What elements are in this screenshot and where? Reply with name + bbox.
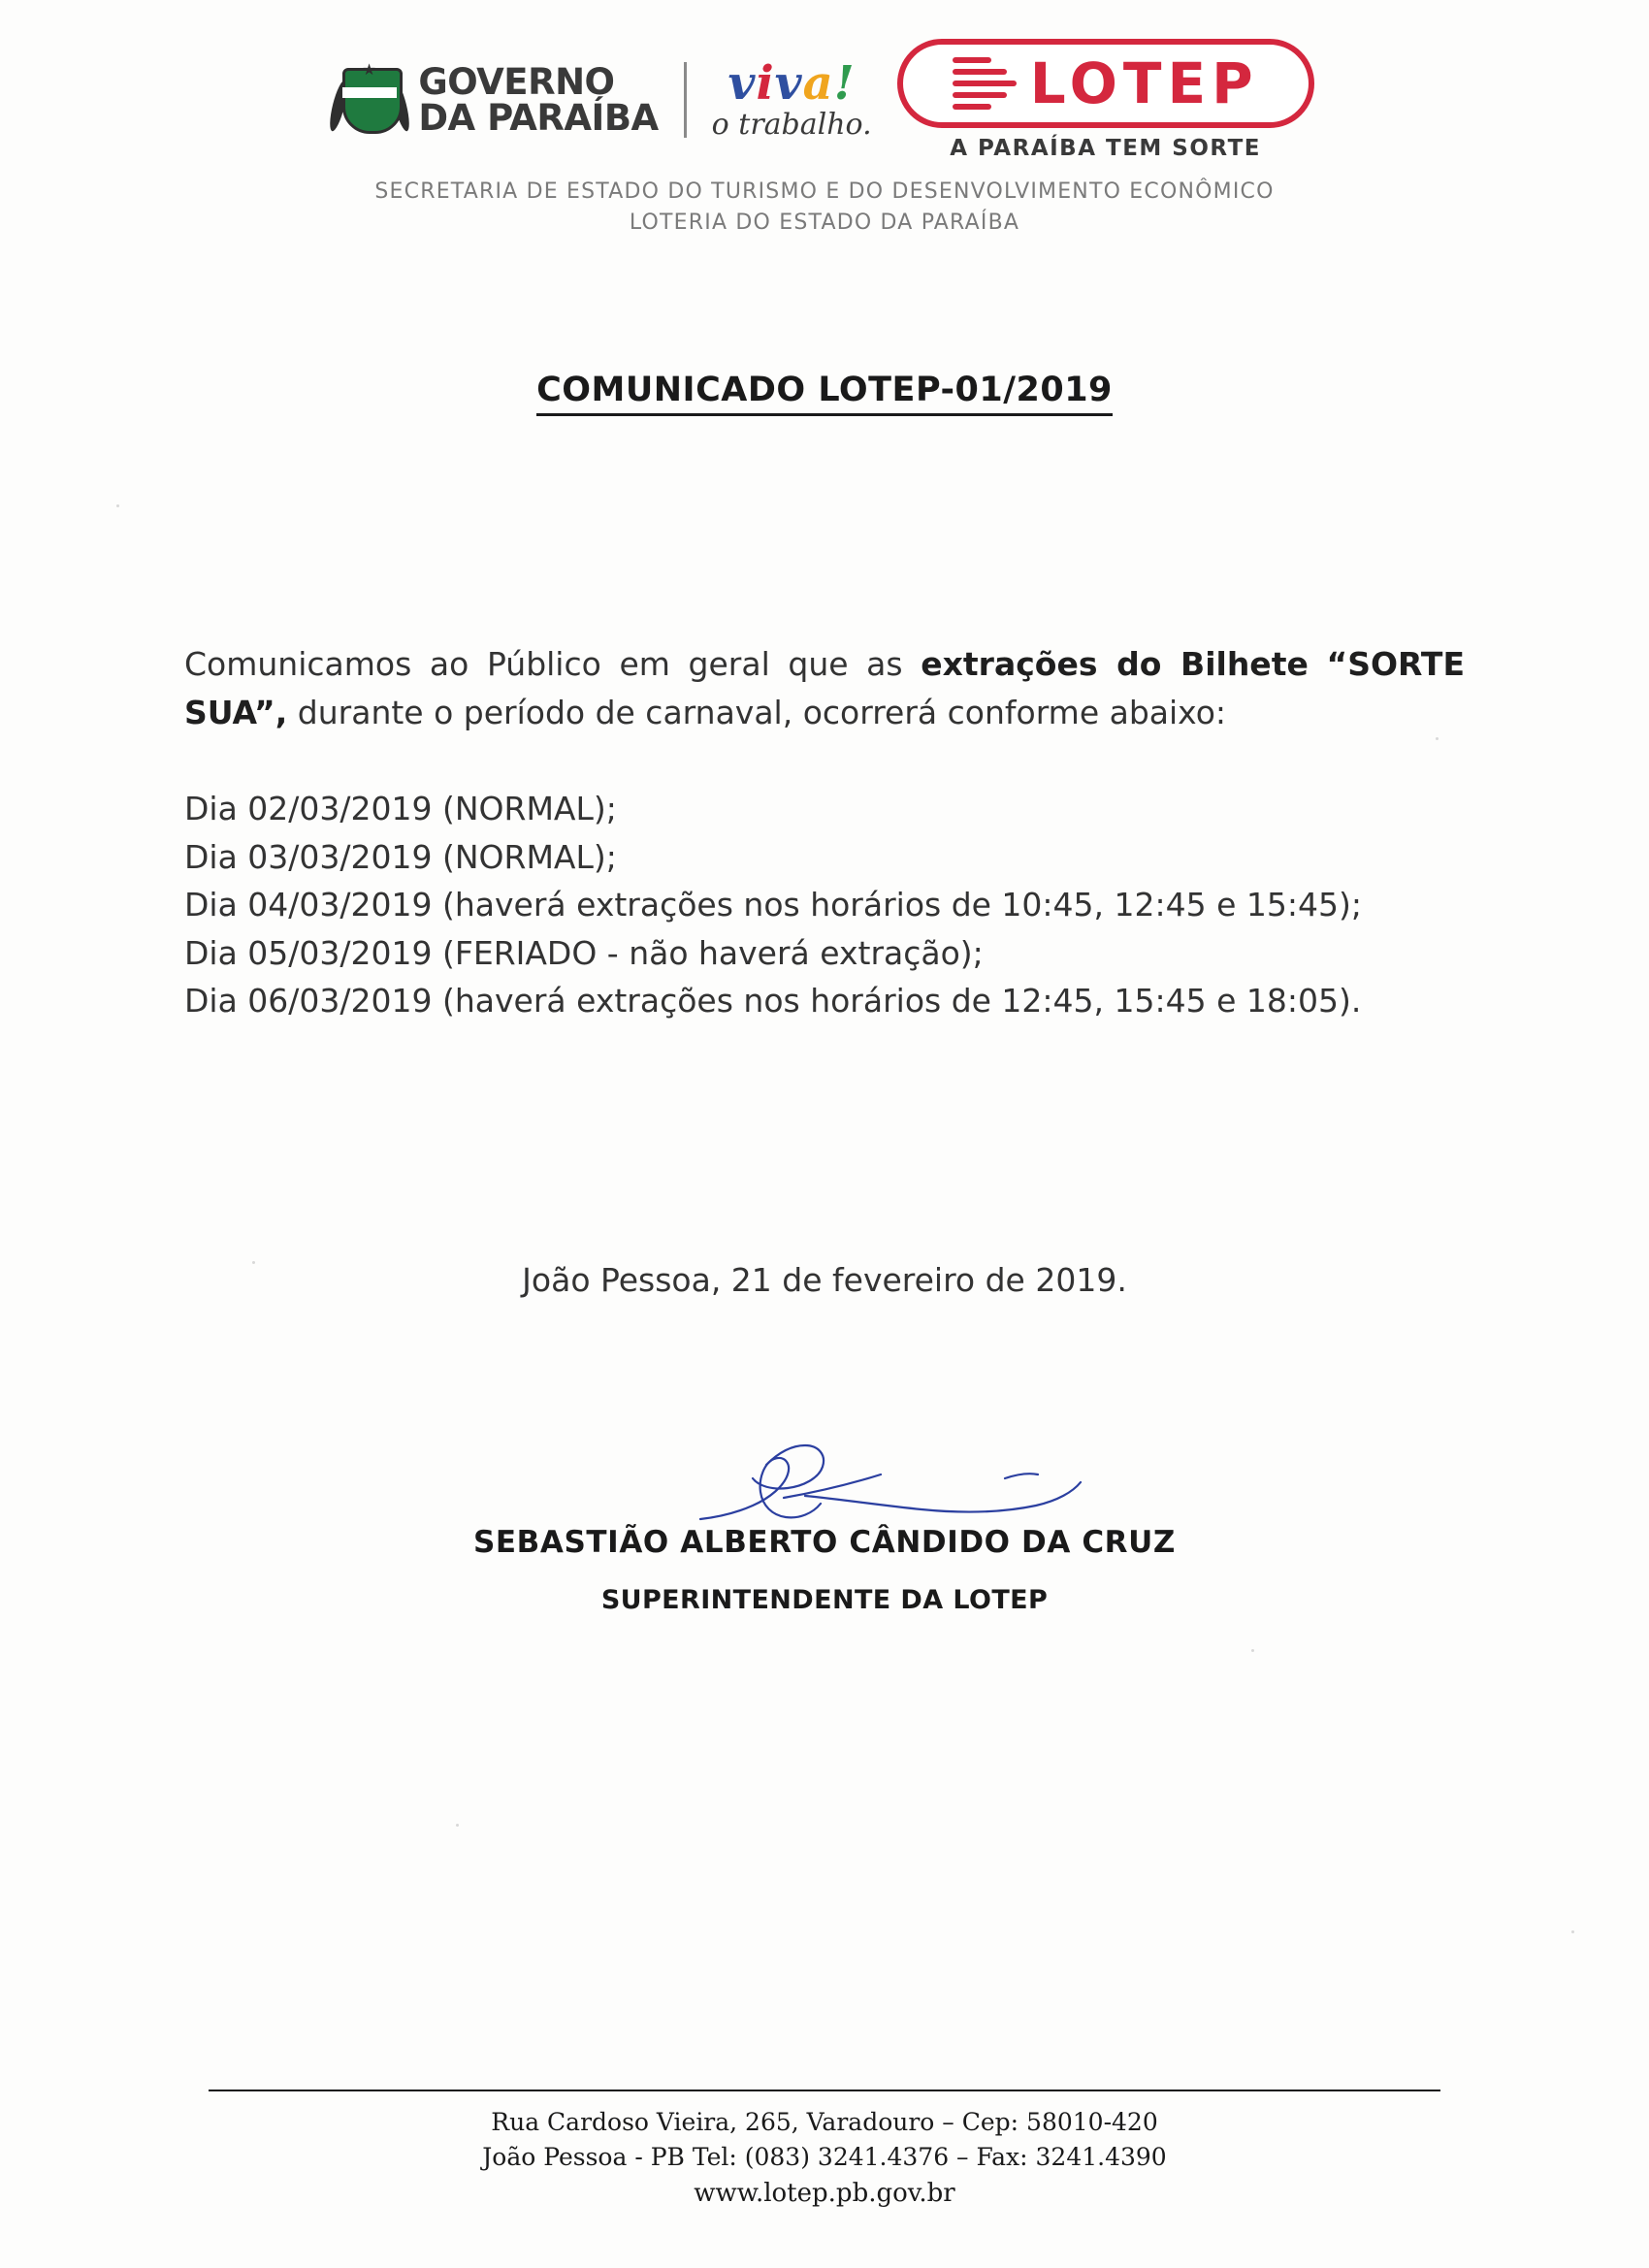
intro-part2: durante o período de carnaval, ocorrerá conforme abaixo: xyxy=(287,693,1226,731)
secretaria-line1: SECRETARIA DE ESTADO DO TURISMO E DO DESENVOLVIMENTO ECONÔMICO xyxy=(374,179,1275,204)
footer-contact: João Pessoa - PB Tel: (083) 3241.4376 – Fax: 3241.4390 xyxy=(482,2142,1167,2171)
city-and-date: João Pessoa, 21 de fevereiro de 2019. xyxy=(522,1261,1127,1299)
schedule-item: Dia 04/03/2019 (haverá extrações nos horários de 10:45, 12:45 e 15:45); xyxy=(184,886,1362,923)
lotep-lines-icon xyxy=(953,57,1017,110)
schedule-item: Dia 06/03/2019 (haverá extrações nos horários de 12:45, 15:45 e 18:05). xyxy=(184,982,1362,1020)
governo-da-paraiba-logo xyxy=(335,58,658,142)
governo-wordmark xyxy=(418,61,659,139)
footer-divider xyxy=(209,2090,1440,2091)
footer-address: Rua Cardoso Vieira, 265, Varadouro – Cep: 58010-420 xyxy=(491,2107,1158,2136)
governo-line2: DA PARAÍBA xyxy=(418,97,659,139)
document-body xyxy=(184,640,1465,1025)
signature-area xyxy=(0,1436,1649,1615)
document-title-text: COMUNICADO LOTEP-01/2019 xyxy=(536,371,1113,416)
schedule-item: Dia 02/03/2019 (NORMAL); xyxy=(184,790,617,827)
schedule-list xyxy=(184,785,1465,1025)
schedule-item: Dia 05/03/2019 (FERIADO - não haverá extração); xyxy=(184,933,984,972)
logo-divider xyxy=(684,62,687,138)
coat-of-arms-icon: ★ xyxy=(335,58,404,142)
viva-wordmark: viva! xyxy=(728,56,856,111)
secretaria-block xyxy=(0,177,1649,239)
logo-row xyxy=(0,39,1649,161)
viva-subtitle: o trabalho. xyxy=(711,108,872,142)
intro-part1: Comunicamos ao Público em geral que as xyxy=(184,645,922,683)
document-footer xyxy=(0,2090,1649,2209)
document-title xyxy=(0,371,1649,409)
lotep-wordmark: LOTEP xyxy=(1029,50,1259,116)
secretaria-line2: LOTERIA DO ESTADO DA PARAÍBA xyxy=(629,210,1020,235)
lotep-tagline: A PARAÍBA TEM SORTE xyxy=(950,136,1262,161)
signer-name: SEBASTIÃO ALBERTO CÂNDIDO DA CRUZ xyxy=(472,1525,1176,1560)
lotep-oval-frame xyxy=(897,39,1314,128)
intro-bold1: extrações do Bilhete xyxy=(921,645,1309,683)
document-header xyxy=(0,39,1649,239)
viva-o-trabalho-logo xyxy=(711,56,872,142)
intro-paragraph xyxy=(184,640,1465,736)
governo-line1: GOVERNO xyxy=(418,61,615,103)
footer-website: www.lotep.pb.gov.br xyxy=(694,2179,955,2208)
intro-bold2: “SORTE SUA”, xyxy=(184,645,1465,731)
lotep-logo xyxy=(897,39,1314,161)
signer-role: SUPERINTENDENTE DA LOTEP xyxy=(600,1585,1049,1615)
schedule-item: Dia 03/03/2019 (NORMAL); xyxy=(184,837,617,876)
